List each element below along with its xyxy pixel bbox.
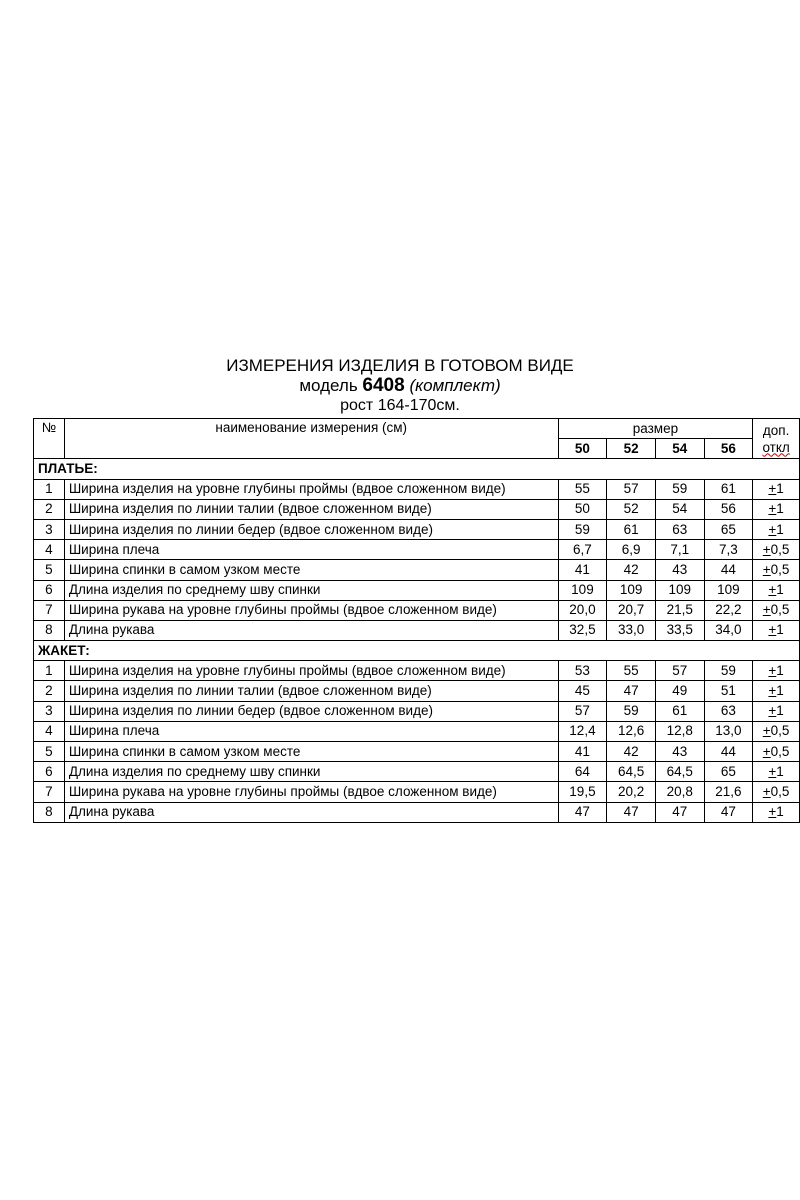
measurement-value: 12,6 (607, 721, 656, 741)
tolerance-cell (753, 519, 800, 539)
plus-minus-sign: + (768, 662, 777, 678)
table-row (34, 600, 800, 620)
tolerance-value: 0,5 (770, 783, 790, 799)
measurement-value: 19,5 (558, 782, 607, 802)
measurement-value: 33,0 (607, 620, 656, 640)
tolerance-cell (753, 661, 800, 681)
table-row (34, 661, 800, 681)
row-number: 5 (34, 560, 65, 580)
plus-minus-sign: + (768, 622, 777, 638)
plus-minus-sign: + (762, 743, 771, 759)
measurement-value: 109 (558, 580, 607, 600)
measurement-value: 34,0 (704, 620, 753, 640)
plus-minus-sign: + (768, 703, 777, 719)
measurement-value: 53 (558, 661, 607, 681)
tolerance-value: 1 (776, 521, 784, 537)
tolerance-cell (753, 620, 800, 640)
tolerance-value: 1 (776, 804, 784, 820)
measurement-value: 43 (655, 560, 704, 580)
row-number: 7 (34, 600, 65, 620)
row-number: 2 (34, 499, 65, 519)
table-row (34, 519, 800, 539)
plus-minus-sign: + (768, 582, 777, 598)
tolerance-value: 1 (776, 763, 784, 779)
plus-minus-sign: + (762, 602, 771, 618)
table-row (34, 560, 800, 580)
row-number: 4 (34, 721, 65, 741)
measurement-value: 64,5 (607, 762, 656, 782)
measurement-name: Ширина изделия по линии талии (вдвое сложенном виде) (64, 681, 558, 701)
measurement-value: 64,5 (655, 762, 704, 782)
measurement-name: Ширина рукава на уровне глубины проймы (вдвое сложенном виде) (64, 782, 558, 802)
tolerance-value: 0,5 (770, 743, 790, 759)
table-row (34, 479, 800, 499)
measurement-value: 109 (704, 580, 753, 600)
measurement-value: 22,2 (704, 600, 753, 620)
measurement-value: 57 (655, 661, 704, 681)
tolerance-cell (753, 762, 800, 782)
measurement-value: 59 (655, 479, 704, 499)
size-header: 54 (655, 439, 704, 459)
measurement-value: 55 (607, 661, 656, 681)
measurement-value: 54 (655, 499, 704, 519)
tolerance-cell (753, 499, 800, 519)
col-tolerance-header (753, 419, 800, 459)
tolerance-cell (753, 580, 800, 600)
tolerance-value: 1 (776, 683, 784, 699)
measurement-value: 52 (607, 499, 656, 519)
size-header: 52 (607, 439, 656, 459)
measurement-value: 109 (607, 580, 656, 600)
col-name-header: наименование измерения (см) (64, 419, 558, 459)
measurement-name: Длина рукава (64, 802, 558, 822)
section-title: ПЛАТЬЕ: (34, 459, 800, 479)
table-row (34, 721, 800, 741)
row-number: 1 (34, 479, 65, 499)
measurement-value: 20,8 (655, 782, 704, 802)
measurement-value: 55 (558, 479, 607, 499)
measurement-name: Ширина спинки в самом узком месте (64, 560, 558, 580)
measurement-value: 44 (704, 560, 753, 580)
measurement-name: Длина изделия по среднему шву спинки (64, 762, 558, 782)
table-row (34, 681, 800, 701)
measurement-name: Ширина плеча (64, 540, 558, 560)
plus-minus-sign: + (768, 481, 777, 497)
measurement-value: 20,2 (607, 782, 656, 802)
measurement-value: 51 (704, 681, 753, 701)
measurement-value: 43 (655, 742, 704, 762)
table-row (34, 762, 800, 782)
row-number: 3 (34, 519, 65, 539)
measurement-name: Ширина изделия по линии талии (вдвое сложенном виде) (64, 499, 558, 519)
model-prefix: модель (299, 376, 358, 395)
measurements-table (33, 418, 800, 823)
tolerance-value: 0,5 (770, 561, 790, 577)
measurement-value: 59 (704, 661, 753, 681)
size-header: 50 (558, 439, 607, 459)
measurement-value: 61 (655, 701, 704, 721)
model-line (0, 376, 800, 396)
measurement-value: 41 (558, 742, 607, 762)
height-range: рост 164-170см. (340, 397, 460, 414)
measurement-name: Ширина изделия на уровне глубины проймы (вдвое сложенном виде) (64, 479, 558, 499)
measurement-value: 63 (655, 519, 704, 539)
measurement-value: 6,9 (607, 540, 656, 560)
plus-minus-sign: + (768, 501, 777, 517)
measurement-value: 32,5 (558, 620, 607, 640)
col-size-header: размер (558, 419, 753, 439)
measurement-value: 50 (558, 499, 607, 519)
model-note: (комплект) (409, 376, 501, 395)
measurement-value: 47 (558, 802, 607, 822)
row-number: 8 (34, 802, 65, 822)
table-row (34, 499, 800, 519)
tolerance-cell (753, 681, 800, 701)
tolerance-value: 1 (776, 703, 784, 719)
tolerance-cell (753, 802, 800, 822)
row-number: 5 (34, 742, 65, 762)
measurement-value: 44 (704, 742, 753, 762)
document-title: ИЗМЕРЕНИЯ ИЗДЕЛИЯ В ГОТОВОМ ВИДЕ (226, 356, 574, 375)
measurement-value: 7,1 (655, 540, 704, 560)
measurement-name: Длина изделия по среднему шву спинки (64, 580, 558, 600)
measurement-value: 41 (558, 560, 607, 580)
plus-minus-sign: + (768, 804, 777, 820)
measurement-value: 7,3 (704, 540, 753, 560)
measurement-value: 47 (607, 802, 656, 822)
table-row (34, 782, 800, 802)
measurement-value: 61 (607, 519, 656, 539)
tolerance-value: 0,5 (770, 541, 790, 557)
model-number: 6408 (362, 375, 405, 396)
measurement-value: 21,5 (655, 600, 704, 620)
table-row (34, 580, 800, 600)
row-number: 1 (34, 661, 65, 681)
tolerance-cell (753, 540, 800, 560)
plus-minus-sign: + (762, 561, 771, 577)
row-number: 6 (34, 580, 65, 600)
tolerance-cell (753, 600, 800, 620)
row-number: 2 (34, 681, 65, 701)
tolerance-value: 0,5 (770, 602, 790, 618)
tolerance-value: 1 (776, 481, 784, 497)
plus-minus-sign: + (762, 723, 771, 739)
measurement-value: 65 (704, 519, 753, 539)
tolerance-value: 1 (776, 501, 784, 517)
measurement-name: Ширина изделия на уровне глубины проймы (вдвое сложенном виде) (64, 661, 558, 681)
measurement-value: 20,7 (607, 600, 656, 620)
measurement-value: 59 (607, 701, 656, 721)
tolerance-value: 1 (776, 622, 784, 638)
tolerance-value: 0,5 (770, 723, 790, 739)
measurement-value: 63 (704, 701, 753, 721)
measurement-value: 57 (607, 479, 656, 499)
plus-minus-sign: + (768, 763, 777, 779)
measurement-name: Ширина спинки в самом узком месте (64, 742, 558, 762)
table-row (34, 620, 800, 640)
document-header (0, 356, 800, 415)
size-header: 56 (704, 439, 753, 459)
measurement-value: 13,0 (704, 721, 753, 741)
table-row (34, 701, 800, 721)
measurement-value: 47 (704, 802, 753, 822)
section-row (34, 641, 800, 661)
col-number-header: № (34, 419, 65, 459)
tolerance-cell (753, 742, 800, 762)
measurement-value: 6,7 (558, 540, 607, 560)
measurement-name: Ширина изделия по линии бедер (вдвое сложенном виде) (64, 701, 558, 721)
measurement-value: 64 (558, 762, 607, 782)
row-number: 3 (34, 701, 65, 721)
measurement-value: 21,6 (704, 782, 753, 802)
measurement-value: 49 (655, 681, 704, 701)
tolerance-cell (753, 721, 800, 741)
measurement-value: 12,4 (558, 721, 607, 741)
table-header-row-1 (34, 419, 800, 439)
tolerance-cell (753, 560, 800, 580)
measurement-value: 61 (704, 479, 753, 499)
table-row (34, 742, 800, 762)
plus-minus-sign: + (762, 541, 771, 557)
measurement-value: 47 (655, 802, 704, 822)
tolerance-header-line2: откл (762, 439, 790, 455)
row-number: 7 (34, 782, 65, 802)
row-number: 6 (34, 762, 65, 782)
measurement-value: 47 (607, 681, 656, 701)
measurement-value: 42 (607, 560, 656, 580)
section-title: ЖАКЕТ: (34, 641, 800, 661)
measurement-value: 57 (558, 701, 607, 721)
measurement-name: Длина рукава (64, 620, 558, 640)
row-number: 4 (34, 540, 65, 560)
measurement-value: 33,5 (655, 620, 704, 640)
measurement-value: 42 (607, 742, 656, 762)
measurement-value: 109 (655, 580, 704, 600)
plus-minus-sign: + (762, 783, 771, 799)
measurement-value: 56 (704, 499, 753, 519)
tolerance-value: 1 (776, 582, 784, 598)
tolerance-value: 1 (776, 662, 784, 678)
measurement-value: 12,8 (655, 721, 704, 741)
measurement-value: 20,0 (558, 600, 607, 620)
tolerance-cell (753, 782, 800, 802)
section-row (34, 459, 800, 479)
table-row (34, 540, 800, 560)
plus-minus-sign: + (768, 683, 777, 699)
tolerance-cell (753, 479, 800, 499)
tolerance-header-line1: доп. (762, 422, 790, 438)
measurement-value: 59 (558, 519, 607, 539)
plus-minus-sign: + (768, 521, 777, 537)
tolerance-cell (753, 701, 800, 721)
measurement-name: Ширина плеча (64, 721, 558, 741)
measurement-name: Ширина изделия по линии бедер (вдвое сложенном виде) (64, 519, 558, 539)
measurement-value: 65 (704, 762, 753, 782)
measurement-name: Ширина рукава на уровне глубины проймы (вдвое сложенном виде) (64, 600, 558, 620)
row-number: 8 (34, 620, 65, 640)
measurement-value: 45 (558, 681, 607, 701)
table-row (34, 802, 800, 822)
